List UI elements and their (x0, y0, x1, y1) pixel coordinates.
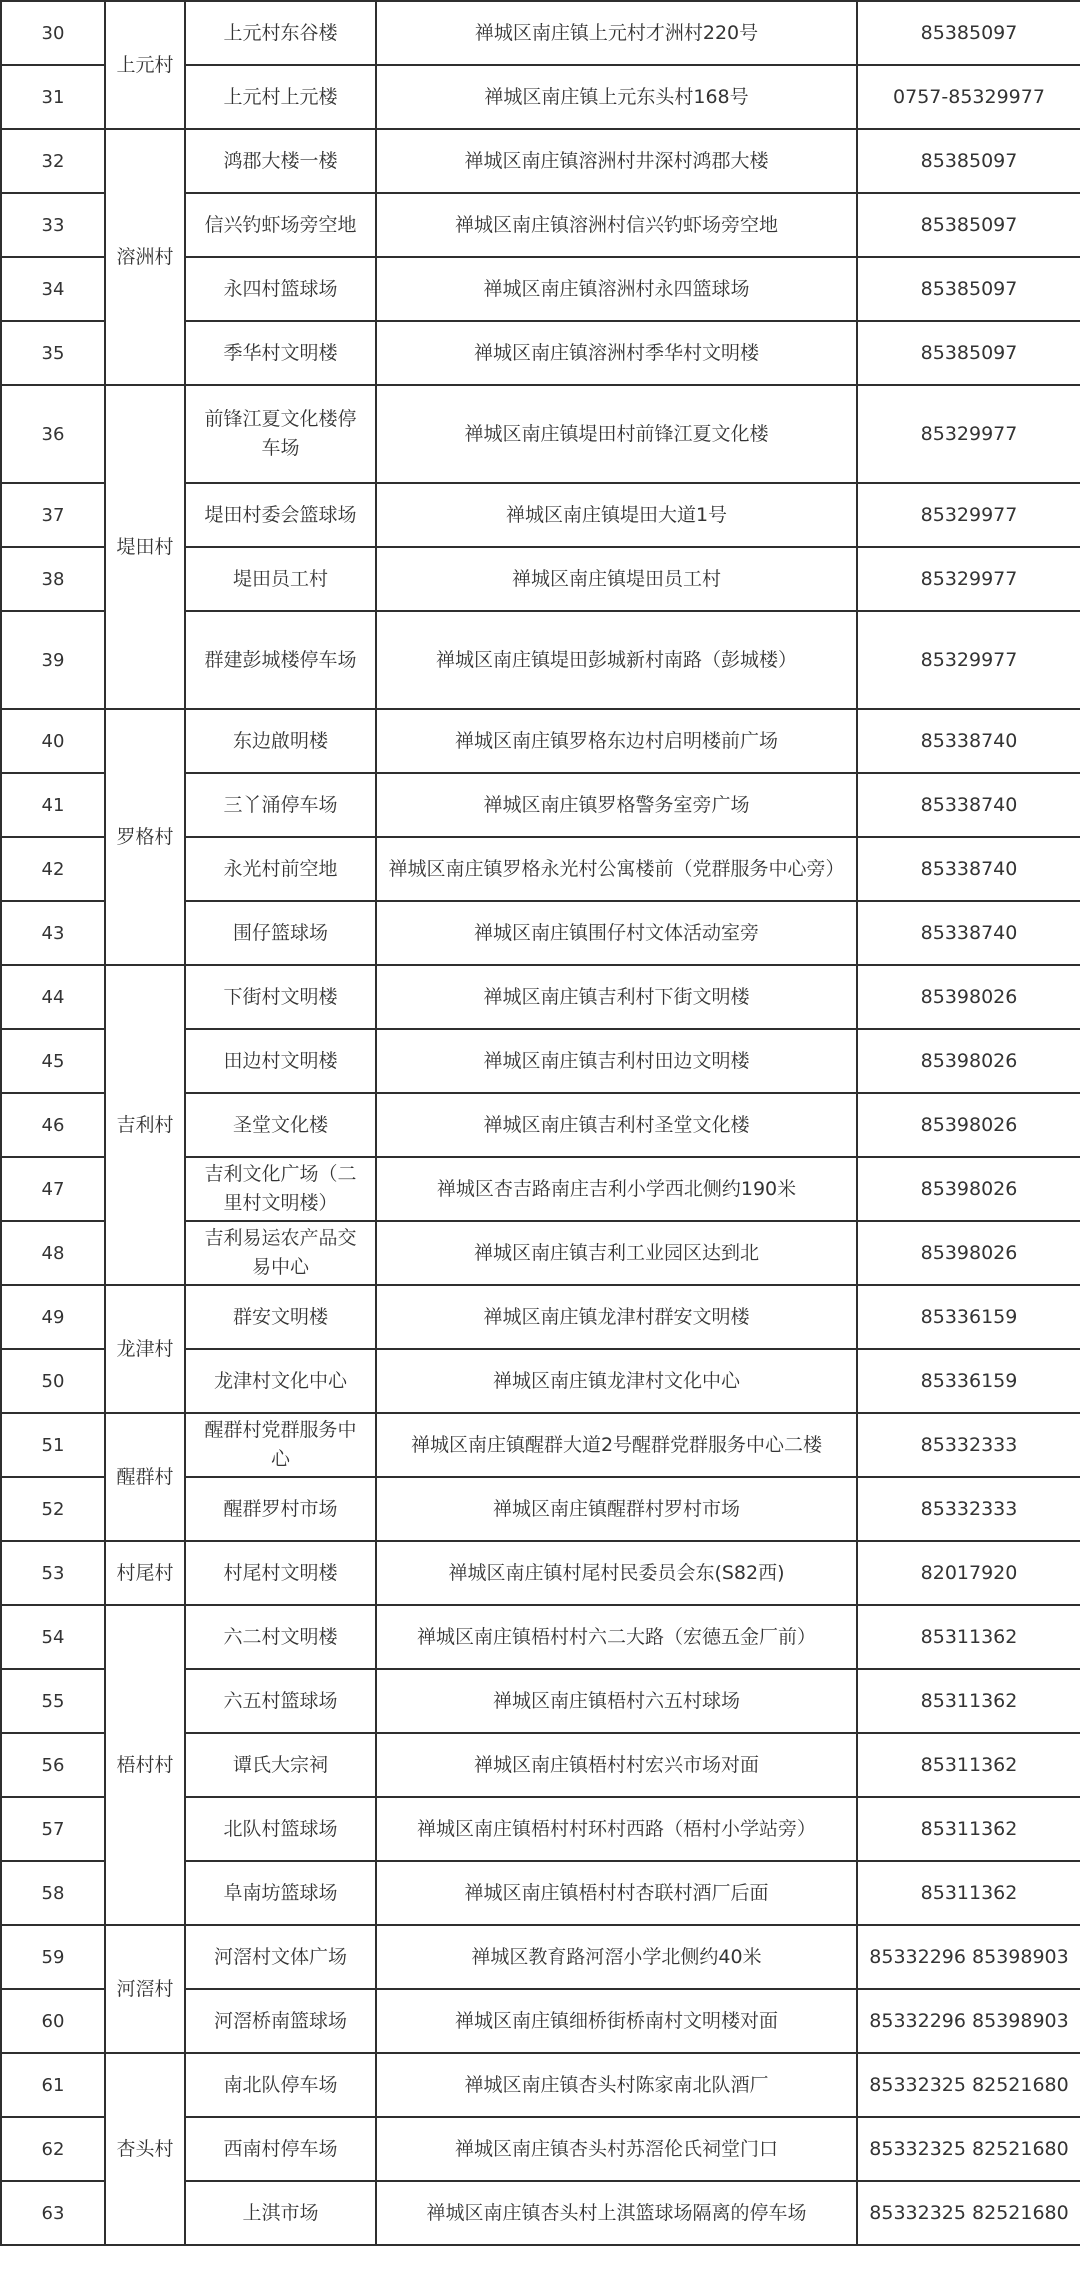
site-address: 禅城区南庄镇吉利村田边文明楼 (376, 1029, 857, 1093)
site-address: 禅城区南庄镇梧村村环村西路（梧村小学站旁） (376, 1797, 857, 1861)
contact-phone: 85332325 82521680 (857, 2181, 1080, 2245)
row-number: 56 (1, 1733, 105, 1797)
site-address: 禅城区南庄镇溶洲村季华村文明楼 (376, 321, 857, 385)
row-number: 46 (1, 1093, 105, 1157)
site-name: 南北队停车场 (185, 2053, 376, 2117)
table-row (1, 709, 1080, 773)
contact-phone: 85332333 (857, 1477, 1080, 1541)
table-row (1, 1413, 1080, 1477)
site-name: 前锋江夏文化楼停车场 (185, 385, 376, 483)
contact-phone: 0757-85329977 (857, 65, 1080, 129)
site-name: 鸿郡大楼一楼 (185, 129, 376, 193)
row-number: 44 (1, 965, 105, 1029)
village-name: 溶洲村 (105, 129, 185, 385)
table-row (1, 129, 1080, 193)
contact-phone: 85398026 (857, 1157, 1080, 1221)
site-name: 上淇市场 (185, 2181, 376, 2245)
contact-phone: 85329977 (857, 385, 1080, 483)
village-name: 吉利村 (105, 965, 185, 1285)
site-name: 醒群村党群服务中心 (185, 1413, 376, 1477)
site-name: 阜南坊篮球场 (185, 1861, 376, 1925)
site-address: 禅城区南庄镇细桥街桥南村文明楼对面 (376, 1989, 857, 2053)
site-address: 禅城区教育路河滘小学北侧约40米 (376, 1925, 857, 1989)
village-name: 堤田村 (105, 385, 185, 709)
contact-phone: 85385097 (857, 1, 1080, 65)
site-address: 禅城区南庄镇罗格东边村启明楼前广场 (376, 709, 857, 773)
site-name: 吉利易运农产品交易中心 (185, 1221, 376, 1285)
site-address: 禅城区南庄镇堤田大道1号 (376, 483, 857, 547)
row-number: 55 (1, 1669, 105, 1733)
site-address: 禅城区南庄镇龙津村群安文明楼 (376, 1285, 857, 1349)
row-number: 37 (1, 483, 105, 547)
site-name: 河滘村文体广场 (185, 1925, 376, 1989)
site-name: 堤田员工村 (185, 547, 376, 611)
table-row (1, 1605, 1080, 1669)
table-row (1, 1925, 1080, 1989)
row-number: 34 (1, 257, 105, 321)
row-number: 61 (1, 2053, 105, 2117)
village-name: 河滘村 (105, 1925, 185, 2053)
site-name: 围仔篮球场 (185, 901, 376, 965)
site-name: 信兴钓虾场旁空地 (185, 193, 376, 257)
row-number: 42 (1, 837, 105, 901)
site-name: 堤田村委会篮球场 (185, 483, 376, 547)
site-name: 群建彭城楼停车场 (185, 611, 376, 709)
row-number: 58 (1, 1861, 105, 1925)
contact-phone: 85385097 (857, 193, 1080, 257)
contact-phone: 85398026 (857, 965, 1080, 1029)
site-name: 上元村东谷楼 (185, 1, 376, 65)
village-name: 村尾村 (105, 1541, 185, 1605)
table-row (1, 2053, 1080, 2117)
site-address: 禅城区南庄镇梧村村宏兴市场对面 (376, 1733, 857, 1797)
row-number: 31 (1, 65, 105, 129)
row-number: 49 (1, 1285, 105, 1349)
row-number: 63 (1, 2181, 105, 2245)
contact-phone: 82017920 (857, 1541, 1080, 1605)
row-number: 35 (1, 321, 105, 385)
site-address: 禅城区南庄镇上元村才洲村220号 (376, 1, 857, 65)
site-address: 禅城区南庄镇堤田彭城新村南路（彭城楼） (376, 611, 857, 709)
contact-phone: 85311362 (857, 1733, 1080, 1797)
site-name: 西南村停车场 (185, 2117, 376, 2181)
site-name: 永四村篮球场 (185, 257, 376, 321)
site-name: 醒群罗村市场 (185, 1477, 376, 1541)
site-name: 吉利文化广场（二里村文明楼） (185, 1157, 376, 1221)
site-address: 禅城区南庄镇梧村村六二大路（宏德五金厂前） (376, 1605, 857, 1669)
site-address: 禅城区南庄镇龙津村文化中心 (376, 1349, 857, 1413)
contact-phone: 85311362 (857, 1605, 1080, 1669)
contact-phone: 85336159 (857, 1285, 1080, 1349)
site-name: 季华村文明楼 (185, 321, 376, 385)
village-name: 梧村村 (105, 1605, 185, 1925)
row-number: 62 (1, 2117, 105, 2181)
site-name: 河滘桥南篮球场 (185, 1989, 376, 2053)
table-row (1, 1541, 1080, 1605)
row-number: 30 (1, 1, 105, 65)
row-number: 57 (1, 1797, 105, 1861)
site-address: 禅城区南庄镇吉利村下街文明楼 (376, 965, 857, 1029)
site-name: 村尾村文明楼 (185, 1541, 376, 1605)
site-address: 禅城区南庄镇罗格警务室旁广场 (376, 773, 857, 837)
table-body (1, 1, 1080, 2245)
site-address: 禅城区南庄镇梧村六五村球场 (376, 1669, 857, 1733)
site-name: 六二村文明楼 (185, 1605, 376, 1669)
row-number: 52 (1, 1477, 105, 1541)
row-number: 43 (1, 901, 105, 965)
site-address: 禅城区南庄镇杏头村陈家南北队酒厂 (376, 2053, 857, 2117)
contact-phone: 85329977 (857, 483, 1080, 547)
row-number: 33 (1, 193, 105, 257)
contact-phone: 85338740 (857, 901, 1080, 965)
site-name: 群安文明楼 (185, 1285, 376, 1349)
site-address: 禅城区南庄镇围仔村文体活动室旁 (376, 901, 857, 965)
contact-phone: 85338740 (857, 709, 1080, 773)
row-number: 40 (1, 709, 105, 773)
site-address: 禅城区南庄镇溶洲村井深村鸿郡大楼 (376, 129, 857, 193)
site-address: 禅城区南庄镇杏头村苏滘伦氏祠堂门口 (376, 2117, 857, 2181)
contact-phone: 85385097 (857, 321, 1080, 385)
row-number: 51 (1, 1413, 105, 1477)
row-number: 59 (1, 1925, 105, 1989)
table-row (1, 385, 1080, 483)
village-name: 罗格村 (105, 709, 185, 965)
site-address: 禅城区杏吉路南庄吉利小学西北侧约190米 (376, 1157, 857, 1221)
contact-phone: 85311362 (857, 1861, 1080, 1925)
site-name: 永光村前空地 (185, 837, 376, 901)
row-number: 47 (1, 1157, 105, 1221)
row-number: 50 (1, 1349, 105, 1413)
site-address: 禅城区南庄镇堤田村前锋江夏文化楼 (376, 385, 857, 483)
row-number: 41 (1, 773, 105, 837)
row-number: 60 (1, 1989, 105, 2053)
row-number: 45 (1, 1029, 105, 1093)
contact-phone: 85332325 82521680 (857, 2117, 1080, 2181)
contact-phone: 85398026 (857, 1221, 1080, 1285)
site-name: 谭氏大宗祠 (185, 1733, 376, 1797)
contact-phone: 85332325 82521680 (857, 2053, 1080, 2117)
row-number: 53 (1, 1541, 105, 1605)
site-address: 禅城区南庄镇上元东头村168号 (376, 65, 857, 129)
village-name: 上元村 (105, 1, 185, 129)
site-address: 禅城区南庄镇吉利工业园区达到北 (376, 1221, 857, 1285)
contact-phone: 85385097 (857, 257, 1080, 321)
site-name: 东边啟明楼 (185, 709, 376, 773)
site-name: 龙津村文化中心 (185, 1349, 376, 1413)
contact-phone: 85332333 (857, 1413, 1080, 1477)
row-number: 48 (1, 1221, 105, 1285)
contact-phone: 85398026 (857, 1093, 1080, 1157)
contact-phone: 85338740 (857, 773, 1080, 837)
site-address: 禅城区南庄镇醒群大道2号醒群党群服务中心二楼 (376, 1413, 857, 1477)
contact-phone: 85398026 (857, 1029, 1080, 1093)
site-name: 北队村篮球场 (185, 1797, 376, 1861)
village-name: 龙津村 (105, 1285, 185, 1413)
site-name: 田边村文明楼 (185, 1029, 376, 1093)
table-row (1, 1285, 1080, 1349)
row-number: 36 (1, 385, 105, 483)
table-row (1, 965, 1080, 1029)
row-number: 32 (1, 129, 105, 193)
contact-phone: 85311362 (857, 1669, 1080, 1733)
site-name: 六五村篮球场 (185, 1669, 376, 1733)
site-address: 禅城区南庄镇罗格永光村公寓楼前（党群服务中心旁） (376, 837, 857, 901)
site-address: 禅城区南庄镇吉利村圣堂文化楼 (376, 1093, 857, 1157)
village-name: 杏头村 (105, 2053, 185, 2245)
contact-phone: 85329977 (857, 611, 1080, 709)
row-number: 38 (1, 547, 105, 611)
site-address: 禅城区南庄镇梧村村杏联村酒厂后面 (376, 1861, 857, 1925)
contact-phone: 85311362 (857, 1797, 1080, 1861)
contact-phone: 85329977 (857, 547, 1080, 611)
site-address: 禅城区南庄镇醒群村罗村市场 (376, 1477, 857, 1541)
contact-phone: 85336159 (857, 1349, 1080, 1413)
contact-phone: 85332296 85398903 (857, 1925, 1080, 1989)
row-number: 39 (1, 611, 105, 709)
site-address: 禅城区南庄镇村尾村民委员会东(S82西) (376, 1541, 857, 1605)
contact-phone: 85338740 (857, 837, 1080, 901)
contact-phone: 85385097 (857, 129, 1080, 193)
table-row (1, 1, 1080, 65)
site-address: 禅城区南庄镇杏头村上淇篮球场隔离的停车场 (376, 2181, 857, 2245)
site-address: 禅城区南庄镇溶洲村永四篮球场 (376, 257, 857, 321)
site-name: 圣堂文化楼 (185, 1093, 376, 1157)
site-address: 禅城区南庄镇堤田员工村 (376, 547, 857, 611)
contact-phone: 85332296 85398903 (857, 1989, 1080, 2053)
site-address: 禅城区南庄镇溶洲村信兴钓虾场旁空地 (376, 193, 857, 257)
site-name: 三丫涌停车场 (185, 773, 376, 837)
site-name: 下街村文明楼 (185, 965, 376, 1029)
site-name: 上元村上元楼 (185, 65, 376, 129)
row-number: 54 (1, 1605, 105, 1669)
village-name: 醒群村 (105, 1413, 185, 1541)
